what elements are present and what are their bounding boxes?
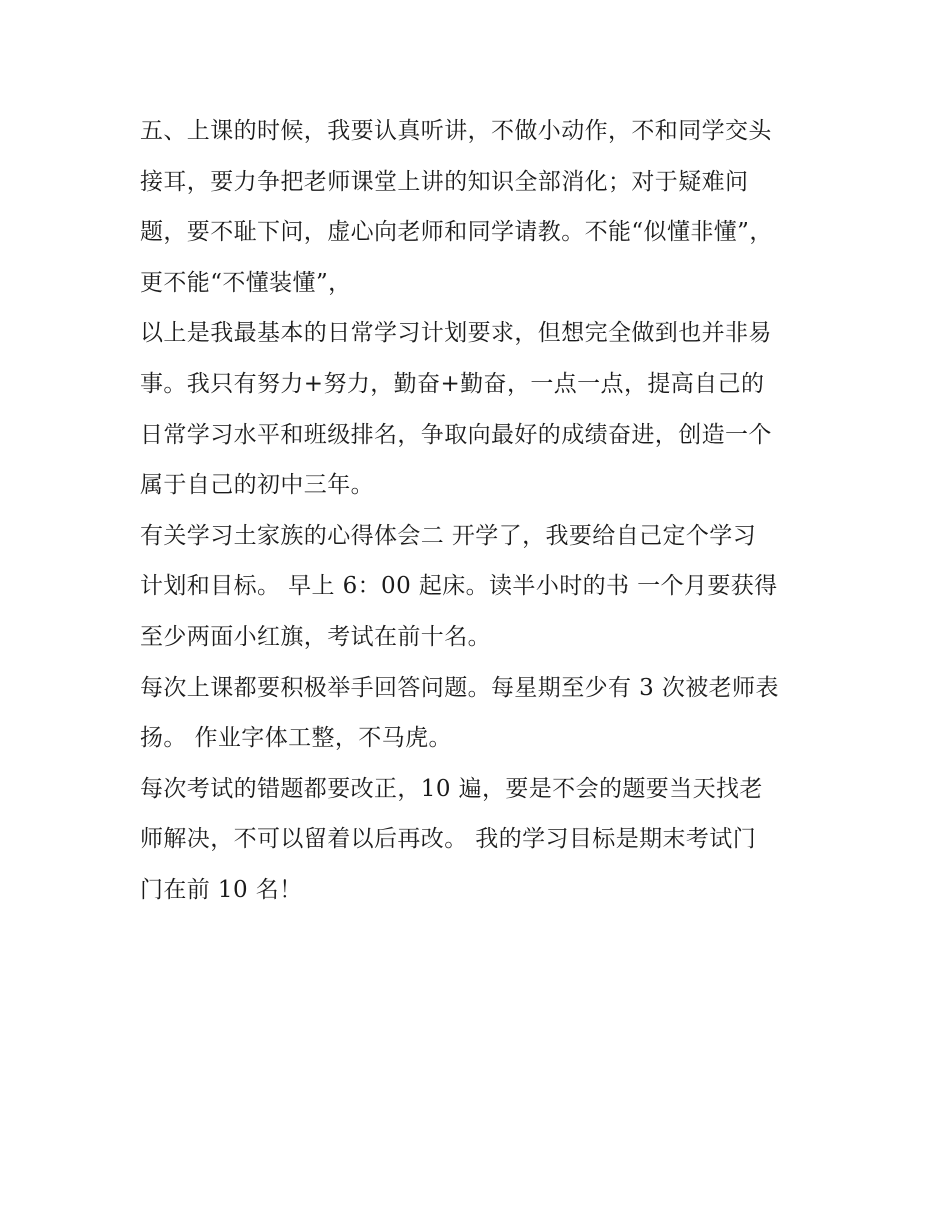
text-line: 属于自己的初中三年。 xyxy=(140,472,374,499)
text-line: 五、上课的时候，我要认真听讲，不做小动作，不和同学交头 xyxy=(140,118,772,144)
text-line: 扬。 作业字体工整，不马虎。 xyxy=(140,725,452,752)
text-line: 更不能“不懂装懂”， xyxy=(140,269,352,296)
text-line: 事。我只有努力+努力，勤奋+勤奋，一点一点，提高自己的 xyxy=(140,370,765,397)
text-line: 有关学习土家族的心得体会二 开学了，我要给自己定个学习 xyxy=(140,522,757,549)
text-line: 每次考试的错题都要改正，10 遍，要是不会的题要当天找老 xyxy=(140,775,763,802)
text-line: 日常学习水平和班级排名，争取向最好的成绩奋进，创造一个 xyxy=(140,421,772,448)
text-line: 题，要不耻下问，虚心向老师和同学请教。不能“似懂非懂”， xyxy=(140,219,773,246)
text-line: 门在前 10 名！ xyxy=(140,876,303,903)
document-body xyxy=(140,106,830,916)
text-line: 师解决，不可以留着以后再改。 我的学习目标是期末考试门 xyxy=(140,826,757,853)
text-line: 每次上课都要积极举手回答问题。每星期至少有 3 次被老师表 xyxy=(140,674,779,701)
text-line: 计划和目标。 早上 6：00 起床。读半小时的书 一个月要获得 xyxy=(140,573,778,600)
text-line: 接耳，要力争把老师课堂上讲的知识全部消化；对于疑难问 xyxy=(140,168,749,195)
text-line: 以上是我最基本的日常学习计划要求，但想完全做到也并非易 xyxy=(140,320,772,347)
text-line: 至少两面小红旗，考试在前十名。 xyxy=(140,623,491,650)
